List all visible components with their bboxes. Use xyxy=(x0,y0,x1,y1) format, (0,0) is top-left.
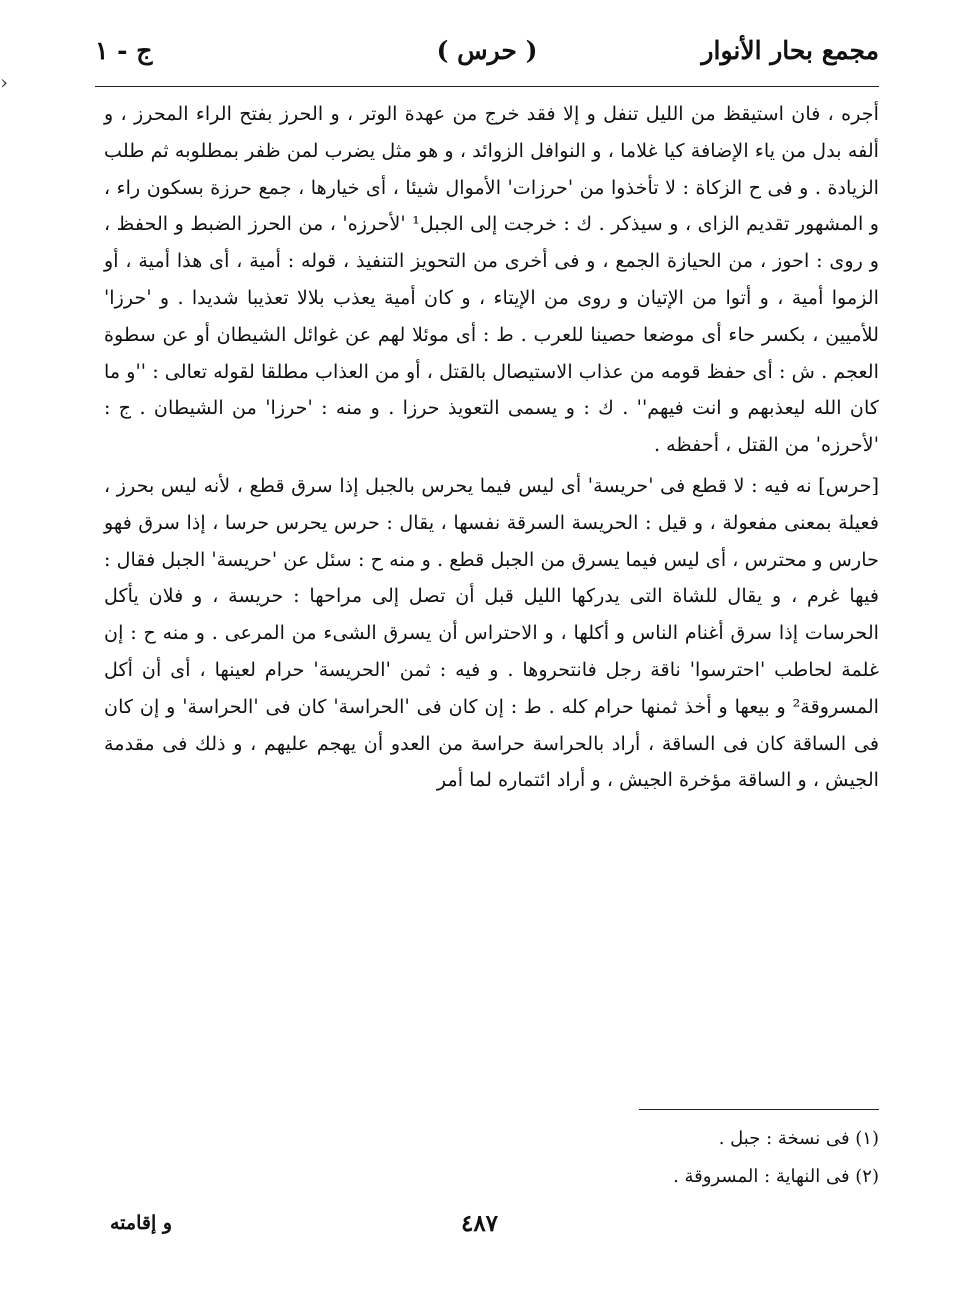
header-divider xyxy=(95,86,879,87)
entry-title: ( حرس ) xyxy=(436,36,538,65)
book-title: مجمع بحار الأنوار xyxy=(701,36,879,65)
footnote-2: (٢) فى النهاية : المسروقة . xyxy=(673,1166,879,1187)
footnote-1: (١) فى نسخة : جبل . xyxy=(718,1128,879,1149)
margin-mark: ‹ xyxy=(0,70,8,94)
volume-number: ج - ١ xyxy=(95,36,153,65)
main-text xyxy=(104,96,879,799)
paragraph-entry-harz: أجره ، فان استيقظ من الليل تنفل و إلا فقد خرج من عهدة الوتر ، و الحرز بفتح الراء المحرز ، و ألفه بدل من ياء الإضافة كيا غلاما ، و النوافل الزوائد ، و هو مثل يضرب لمن ظفر بمطلوبه ثم طلب الزيادة . و فى ح الزكاة : لا تأخذوا من 'حرزات' الأموال شيئا ، أى خيارها ، جمع حرزة بسكون راء ، و المشهور تقديم الزاى ، و سيذكر . ك : خرجت إلى الجبل¹ 'لأحرزه' ، من الحرز الضبط و الحفظ ، و روى : احوز ، من الحيازة الجمع ، و فى أخرى من التحويز التنفيذ ، قوله : أمية ، أى هذا أمية ، أو الزموا أمية ، و أتوا من الإتيان و روى من الإيتاء ، و كان أمية يعذب بلالا تعذيبا شديدا . و 'حرزا' للأميين ، بكسر حاء أى موضعا حصينا للعرب . ط : أى موئلا لهم عن غوائل الشيطان أو عن سطوة العجم . ش : أى حفظ قومه من عذاب الاستيصال بالقتل ، أو من العذاب مطلقا لقوله تعالى : ''و ما كان الله ليعذبهم و انت فيهم'' . ك : و يسمى التعويذ حرزا . و منه : 'حرزا' من الشيطان . ج : 'لأحرزه' من القتل ، أحفظه . xyxy=(104,102,879,457)
footnote-divider xyxy=(639,1109,879,1110)
footnotes xyxy=(400,1120,879,1196)
paragraph-entry-haras: [حرس] نه فيه : لا قطع فى 'حريسة' أى ليس فيما يحرس بالجبل إذا سرق قطع ، لأنه ليس بحرز ، فعيلة بمعنى مفعولة ، و قيل : الحريسة السرقة نفسها ، يقال : حرس يحرس حرسا ، إذا سرق فهو حارس و محترس ، أى ليس فيما يسرق من الجبل قطع . و منه ح : سئل عن 'حريسة' الجبل فقال : فيها غرم ، و يقال للشاة التى يدركها الليل قبل أن تصل إلى مراحها : حريسة ، و فلان يأكل الحرسات إذا سرق أغنام الناس و أكلها ، و الاحتراس أن يسرق الشىء من المرعى . و منه ح : إن غلمة لحاطب 'احترسوا' ناقة رجل فانتحروها . و فيه : ثمن 'الحريسة' حرام لعينها ، أى أن أكل المسروقة² و بيعها و أخذ ثمنها حرام كله . ط : إن كان فى 'الحراسة' كان فى 'الحراسة' و إن كان فى الساقة كان فى الساقة ، أراد بالحراسة حراسة من العدو أن يهجم عليهم ، و ذلك فى مقدمة الجيش ، و الساقة مؤخرة الجيش ، و أراد ائتماره لما أمر xyxy=(104,473,879,792)
running-header xyxy=(95,28,879,80)
catchword: و إقامته xyxy=(110,1212,173,1234)
page-number: ٤٨٧ xyxy=(460,1210,499,1237)
